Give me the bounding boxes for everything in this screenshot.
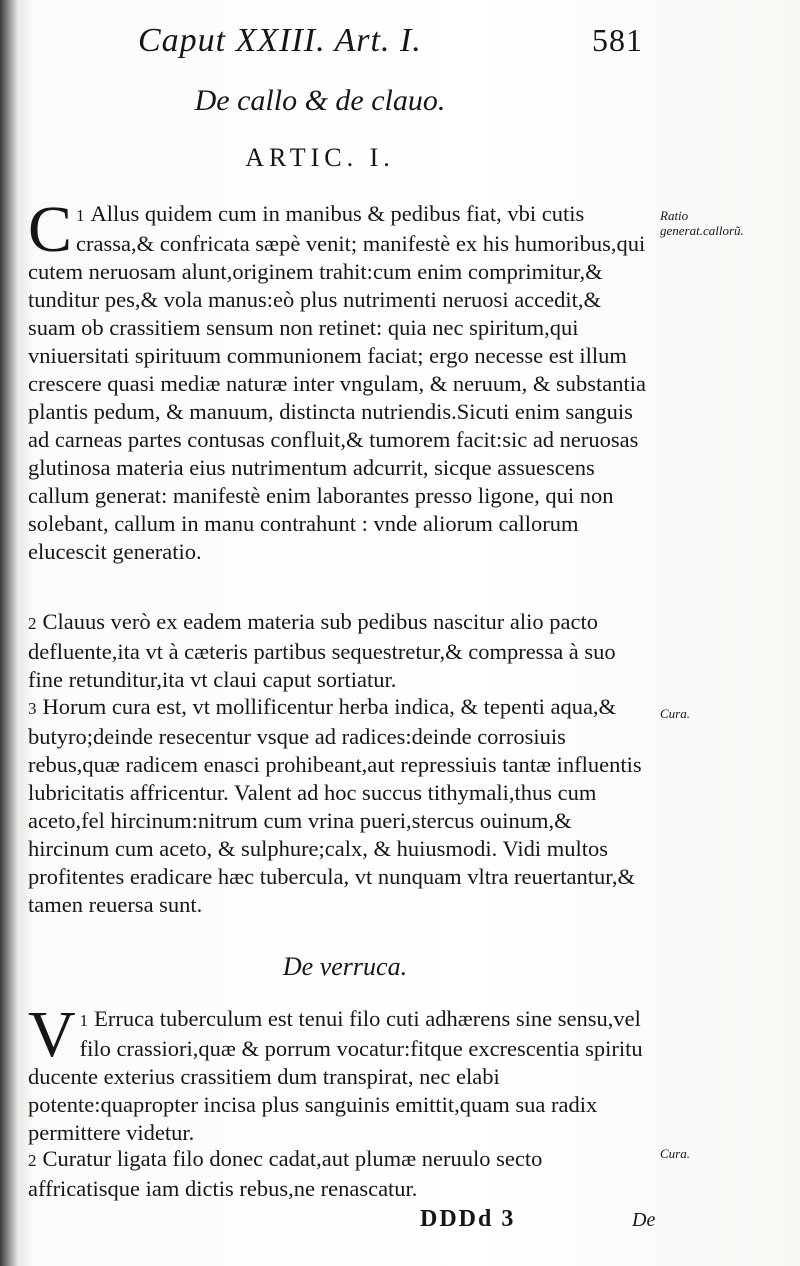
paragraph-number: 2 — [28, 614, 37, 633]
margin-note: Cura. — [660, 706, 690, 721]
paragraph-2 — [28, 608, 654, 694]
article-heading: ARTIC. I. — [245, 143, 395, 172]
drop-cap: V — [28, 998, 76, 1071]
catchword: De — [632, 1209, 656, 1231]
margin-note: Ratio generat.callorũ. — [660, 208, 744, 238]
paragraph-5 — [28, 1145, 654, 1203]
paragraph-3 — [28, 693, 654, 919]
paragraph-number: 2 — [28, 1151, 37, 1170]
paragraph-4 — [28, 998, 654, 1147]
paragraph-number: 3 — [28, 699, 37, 718]
paragraph-number: 1 — [76, 206, 85, 225]
paragraph-number: 1 — [79, 1011, 89, 1030]
drop-cap: C — [28, 193, 73, 266]
signature-mark: DDDd 3 — [420, 1206, 516, 1232]
paragraph-text: Curatur ligata filo donec cadat,aut plumæ neruulo secto affricatisque iam dictis rebus,ne renascatur. — [28, 1146, 543, 1201]
section-title: De callo & de clauo. — [194, 84, 446, 117]
margin-note: Cura. — [660, 1146, 690, 1161]
section-heading-verruca: De verruca. — [282, 952, 408, 981]
paragraph-1 — [28, 193, 654, 566]
page-number: 581 — [592, 22, 643, 58]
paragraph-text: Allus quidem cum in manibus & pedibus fiat, vbi cutis crassa,& confricata sæpè venit; manifestè ex his humoribus,qui cutem neruosam alunt,originem trahit:cum enim comprimitur,& tunditur pes,& vola manus:eò plus nutrimenti neruosi accedit,& suam ob crassitiem sensum non retinet: quia nec spiritum,qui vniuersitati spirituum communionem faciat; ergo necesse est illum crescere quasi mediæ naturæ inter vngulam, & neruum, & substantia plantis pedum, & manuum, distincta nutriendis.Sicuti enim sanguis ad carneas partes contusas confluit,& tumorem facit:sic ad neruosas glutinosa materia eius nutrimentum adcurrit, sicque assuescens callum generat: manifestè enim laborantes presso ligone, qui non solebant, callum in manu contrahunt : vnde aliorum callorum elucescit generatio. — [28, 201, 646, 564]
paragraph-text: Erruca tuberculum est tenui filo cuti adhærens sine sensu,vel filo crassiori,quæ & porrum vocatur:fitque excrescentia spiritu ducente exterius crassitiem dum transpirat, nec elabi potente:quapropter incisa plus sanguinis emittit,quam sua radix permittere videtur. — [28, 1006, 643, 1145]
paragraph-text: Horum cura est, vt mollificentur herba indica, & tepenti aqua,& butyro;deinde resecentur vsque ad radices:deinde corrosiuis rebus,quæ radicem enasci prohibeant,aut repressiuis tantæ influentis lubricitatis affricentur. Valent ad hoc succus tithymali,thus cum aceto,fel hircinum:nitrum cum vrina pueri,stercus ouinum,& hircinum cum aceto, & sulphure;calx, & huiusmodi. Vidi multos profitentes eradicare hæc tubercula, vt nunquam vltra reuertantur,& tamen reuersa sunt. — [28, 694, 642, 917]
paragraph-text: Clauus verò ex eadem materia sub pedibus nascitur alio pacto defluente,ita vt à cæteris partibus sequestretur,& compressa à suo fine retunditur,ita vt claui caput sortiatur. — [28, 609, 616, 692]
running-title: Caput XXIII. Art. I. — [138, 22, 422, 59]
